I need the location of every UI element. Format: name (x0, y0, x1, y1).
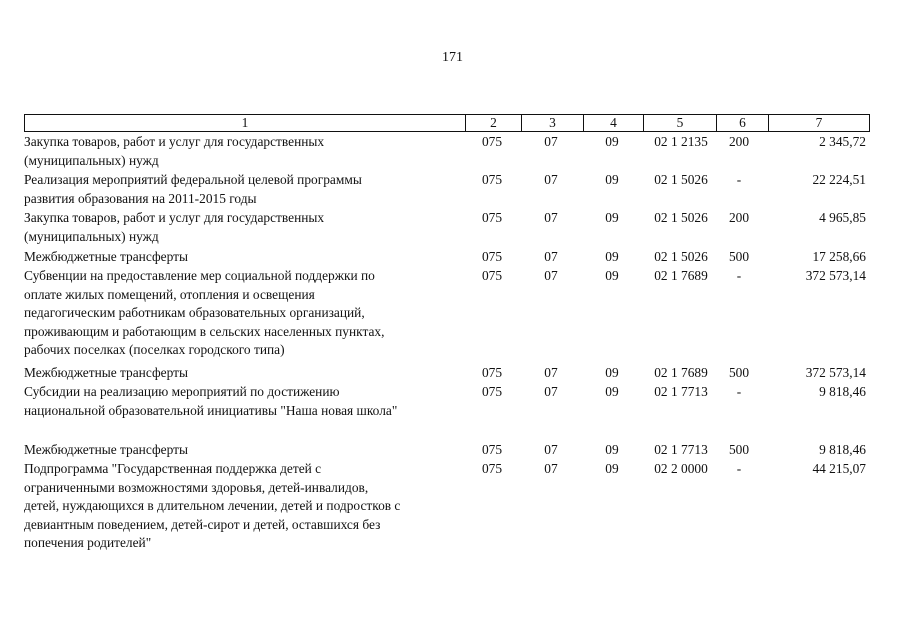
header-col-5: 5 (643, 115, 716, 131)
row-col-6: - (736, 268, 742, 283)
row-name: Межбюджетные трансферты (24, 249, 188, 264)
row-col-5: 02 1 7689 (654, 268, 708, 283)
row-col-4: 09 (605, 365, 619, 380)
row-col-3: 07 (544, 249, 558, 264)
row-amount: 4 965,85 (819, 210, 866, 225)
table-header (24, 114, 870, 132)
row-name: Подпрограмма "Государственная поддержка детей с ограниченными возможностями здоровья, детей-инвалидов, детей, нуждающихся в длительном лечении, детей и подростков с девиантным поведением, детей-сирот и детей, оставшихся без попечения родителей" (24, 461, 401, 550)
row-col-4: 09 (605, 172, 619, 187)
row-col-5: 02 1 7689 (654, 365, 708, 380)
row-col-2: 075 (481, 268, 503, 283)
row-col-6: - (736, 461, 742, 476)
row-col-2: 075 (481, 249, 503, 264)
page-number: 171 (442, 50, 463, 65)
row-col-3: 07 (544, 210, 558, 225)
row-col-2: 075 (481, 365, 503, 380)
header-col-1: 1 (241, 115, 249, 130)
row-col-3: 07 (544, 384, 558, 399)
row-col-6: - (736, 384, 742, 399)
row-col-4: 09 (605, 249, 619, 264)
row-col-5: 02 1 5026 (654, 172, 708, 187)
row-col-6: 500 (728, 442, 750, 457)
row-col-2: 075 (481, 384, 503, 399)
row-amount: 372 573,14 (805, 365, 866, 380)
row-col-6: 500 (728, 249, 750, 264)
row-name: Закупка товаров, работ и услуг для государственных (муниципальных) нужд (24, 134, 325, 168)
row-col-4: 09 (605, 461, 619, 476)
row-col-3: 07 (544, 461, 558, 476)
row-amount: 22 224,51 (812, 172, 866, 187)
header-col-6: 6 (716, 115, 768, 131)
row-col-6: 200 (728, 134, 750, 149)
row-col-6: 500 (728, 365, 750, 380)
row-col-3: 07 (544, 134, 558, 149)
row-name: Межбюджетные трансферты (24, 442, 188, 457)
row-col-4: 09 (605, 384, 619, 399)
header-col-3: 3 (521, 115, 583, 131)
row-name: Субсидии на реализацию мероприятий по достижению национальной образовательной инициативы "Наша новая школа" (24, 384, 398, 418)
row-amount: 17 258,66 (812, 249, 866, 264)
row-col-4: 09 (605, 442, 619, 457)
header-col-4: 4 (583, 115, 643, 131)
row-col-5: 02 1 5026 (654, 249, 708, 264)
row-col-3: 07 (544, 365, 558, 380)
row-col-2: 075 (481, 134, 503, 149)
row-col-5: 02 1 5026 (654, 210, 708, 225)
header-col-7: 7 (768, 115, 869, 131)
row-name: Межбюджетные трансферты (24, 365, 188, 380)
row-col-6: - (736, 172, 742, 187)
row-col-3: 07 (544, 268, 558, 283)
row-col-6: 200 (728, 210, 750, 225)
row-col-5: 02 1 7713 (654, 384, 708, 399)
row-col-2: 075 (481, 172, 503, 187)
row-col-4: 09 (605, 210, 619, 225)
row-col-4: 09 (605, 134, 619, 149)
row-name: Субвенции на предоставление мер социальной поддержки по оплате жилых помещений, отопления и освещения педагогическим работникам образовательных организаций, проживающим и работающим в сельских населенных пунктах, рабочих поселках (поселках городского типа) (24, 268, 385, 357)
row-amount: 9 818,46 (819, 384, 866, 399)
row-amount: 2 345,72 (819, 134, 866, 149)
row-col-3: 07 (544, 172, 558, 187)
header-col-2: 2 (465, 115, 521, 131)
row-col-2: 075 (481, 210, 503, 225)
row-col-2: 075 (481, 442, 503, 457)
row-amount: 44 215,07 (812, 461, 866, 476)
row-col-5: 02 1 7713 (654, 442, 708, 457)
row-col-4: 09 (605, 268, 619, 283)
row-col-2: 075 (481, 461, 503, 476)
row-name: Реализация мероприятий федеральной целевой программы развития образования на 2011-2015 годы (24, 172, 362, 206)
row-amount: 9 818,46 (819, 442, 866, 457)
row-col-5: 02 2 0000 (654, 461, 708, 476)
row-col-5: 02 1 2135 (654, 134, 708, 149)
row-amount: 372 573,14 (805, 268, 866, 283)
row-name: Закупка товаров, работ и услуг для государственных (муниципальных) нужд (24, 210, 325, 244)
row-col-3: 07 (544, 442, 558, 457)
